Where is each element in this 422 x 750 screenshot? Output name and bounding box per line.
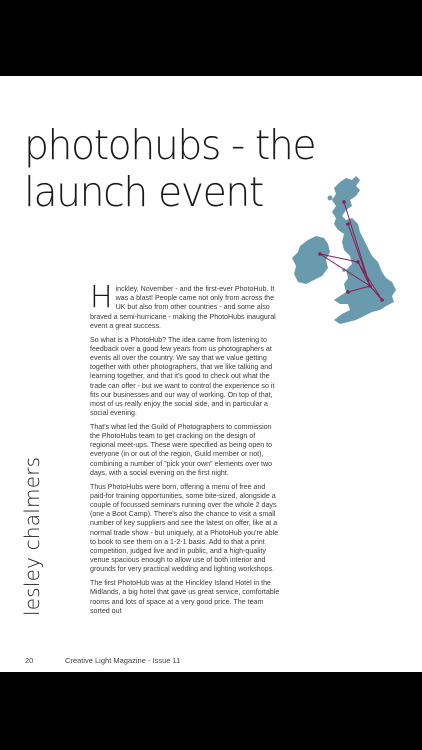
paragraph-text: inckley, November - and the first-ever PhotoHub. It was a blast! People came not only from across the UK but also from other countries - and some also braved a semi-hurricane - making the PhotoHubs inaugural event a great success.	[90, 285, 276, 330]
uk-ireland-map	[286, 174, 406, 334]
article-paragraph: Thus PhotoHubs were born, offering a menu of free and paid-for training opportunities, some bite-sized, alongside a couple of focussed seminars running over the whole 2 days (one a Boot Camp). There's also the chance to visit a small number of key suppliers and see the latest on offer, like at a normal trade show - but uniquely, at a PhotoHub you're able to book to see them on a 1-2-1 basis. Add to that a print competition, judged live and in public, and a high-quality venue spacious enough to allow use of both interior and grounds for very practical wedding and lighting workshops.	[90, 482, 279, 574]
article-paragraph: The first PhotoHub was at the Hinckley Island Hotel in the Midlands, a big hotel that gave us great service, comfortable rooms and lots of space at a very good price. The team sorted out	[90, 579, 280, 615]
article-paragraph	[90, 280, 280, 331]
ireland-shape	[292, 236, 330, 284]
magazine-page	[0, 76, 422, 672]
page-number: 20	[25, 656, 34, 665]
great-britain-shape	[332, 176, 396, 324]
article-title: photohubs - the launch event	[24, 121, 316, 216]
island-shape	[328, 196, 333, 201]
drop-cap: H	[90, 280, 113, 315]
article-body	[90, 280, 280, 620]
author-byline: lesley chalmers	[20, 456, 44, 616]
magazine-issue: Creative Light Magazine - Issue 11	[65, 656, 181, 665]
article-paragraph: That's what led the Guild of Photographers to commission the PhotoHubs team to get cracking on the design of regional meet-ups. These were specified as being open to everyone (in or out of the region, Guild member or not), combining a number of "pick your own" elements over two days, with a social evening on the first night.	[90, 422, 273, 477]
article-paragraph: So what is a PhotoHub? The idea came from listening to feedback over a good few years from us photographers at events all over the country. We say that we value getting together with other photographers, that we like talking and learning together, and that it's good to check out what the trade can offer - but we want to control the experience so it fits our businesses and our way of working. On top of that, most of us really enjoy the social side, and in particular a social evening.	[90, 335, 275, 418]
